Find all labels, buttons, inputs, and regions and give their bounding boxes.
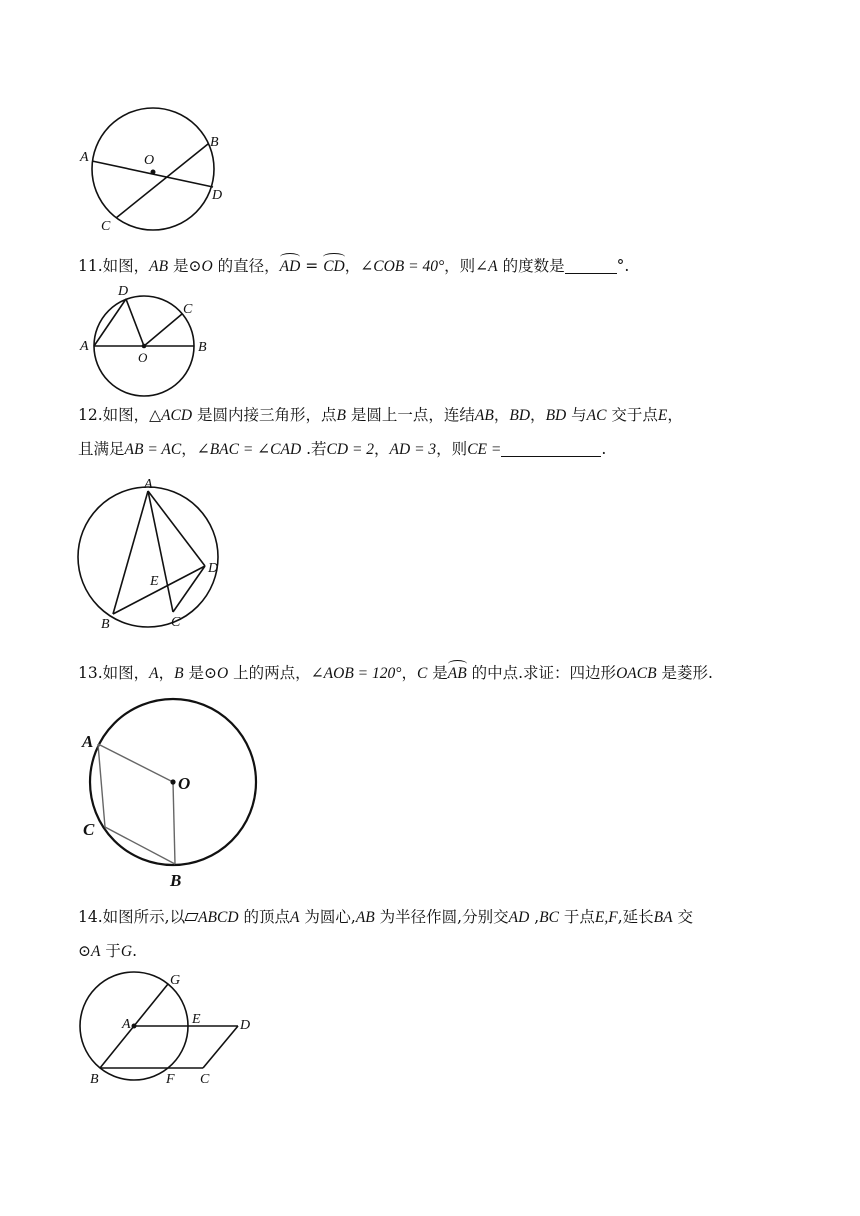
radius-od xyxy=(126,299,144,346)
label-b: B xyxy=(170,871,182,890)
figure-q13 xyxy=(76,694,266,890)
segment-dc xyxy=(203,1026,238,1068)
label-c: C xyxy=(171,615,181,630)
chord-ad xyxy=(94,299,126,346)
segment-cd xyxy=(173,566,205,612)
figure-q10 xyxy=(76,106,236,238)
chord-cb xyxy=(116,144,208,218)
label-d: D xyxy=(118,284,129,299)
segment-ac xyxy=(98,744,105,827)
question-14-line-1: 14.如图所示,以 ABCD 的顶点A 为圆心,AB 为半径作圆,分别交AD ,BC 于点E,F,延长BA 交 xyxy=(78,908,694,926)
label-c: C xyxy=(183,302,193,317)
label-d: D xyxy=(212,188,223,203)
label-d: D xyxy=(208,561,219,576)
label-e: E xyxy=(150,574,159,589)
label-b: B xyxy=(198,340,207,355)
question-13-text: 13.如图，A，B 是⊙O 上的两点，∠AOB = 120°，C 是AB 的中点.求证：四边形OACB 是菱形. xyxy=(78,661,713,684)
figure-q11 xyxy=(76,280,216,398)
segment-ab xyxy=(113,491,148,614)
label-a: A xyxy=(144,477,153,492)
circumcircle xyxy=(78,487,218,627)
label-e: E xyxy=(192,1012,201,1027)
segment-bd xyxy=(113,566,205,614)
label-a: A xyxy=(122,1017,131,1032)
segment-ob xyxy=(173,782,175,864)
label-b: B xyxy=(90,1072,99,1087)
center-point xyxy=(142,344,147,349)
label-d: D xyxy=(240,1018,251,1033)
label-b: B xyxy=(101,617,110,632)
circle-o xyxy=(92,108,214,230)
label-o: O xyxy=(178,774,191,793)
label-c: C xyxy=(101,219,111,234)
question-12-line-2: 且满足AB = AC，∠BAC = ∠CAD .若CD = 2，AD = 3，则CE = . xyxy=(78,440,607,458)
label-a: A xyxy=(80,150,89,165)
question-14-line-2: ⊙A 于G. xyxy=(78,942,138,960)
center-point xyxy=(132,1024,137,1029)
center-point xyxy=(170,779,175,784)
question-11-text: 11.如图，AB 是⊙O 的直径，AD = CD，∠COB = 40°，则∠A 的度数是 °. xyxy=(78,254,629,277)
label-b: B xyxy=(210,135,219,150)
question-12-line-1: 12.如图，△ACD 是圆内接三角形，点B 是圆上一点，连结AB，BD，BD 与AC 交于点E， xyxy=(78,406,683,424)
segment-oa xyxy=(98,744,173,782)
figure-q14 xyxy=(76,966,266,1090)
label-c: C xyxy=(83,820,95,839)
label-o: O xyxy=(138,350,148,365)
figure-q12 xyxy=(76,474,236,634)
label-a: A xyxy=(82,732,94,751)
radius-oc xyxy=(144,314,182,346)
answer-blank-12[interactable] xyxy=(501,440,601,457)
label-g: G xyxy=(170,973,181,988)
label-f: F xyxy=(166,1072,175,1087)
center-point xyxy=(151,170,156,175)
parallelogram-icon xyxy=(185,913,199,921)
label-a: A xyxy=(80,339,89,354)
answer-blank-11[interactable] xyxy=(565,257,617,274)
label-c: C xyxy=(200,1072,210,1087)
label-o: O xyxy=(144,153,155,168)
